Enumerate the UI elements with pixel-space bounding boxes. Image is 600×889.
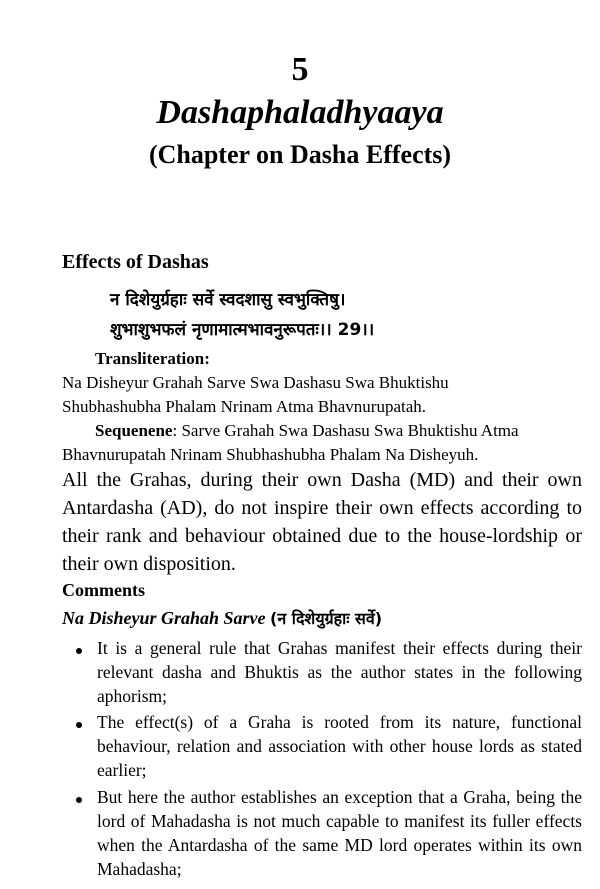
aphorism-transliteration: Na Disheyur Grahah Sarve — [62, 608, 266, 628]
chapter-subtitle: (Chapter on Dasha Effects) — [148, 140, 452, 169]
sequence-text-1: : Sarve Grahah Swa Dashasu Swa Bhuktishu Atma — [172, 421, 519, 440]
bullet-dot-1 — [76, 648, 82, 654]
transliteration-line-1: Na Disheyur Grahah Sarve Swa Dashasu Swa Bhuktishu — [62, 373, 449, 392]
sequence-label: Sequenene — [95, 421, 173, 440]
section-heading: Effects of Dashas — [62, 251, 209, 273]
verse-line-2: शुभाशुभफलं नृणामात्मभावनुरूपतः।। 29।। — [110, 320, 375, 340]
body-paragraph: All the Grahas, during their own Dasha (MD) and their own Antardasha (AD), do not inspire their own effects according to their rank and behaviour obtained due to the house-lordship or their own disposition. — [62, 469, 582, 575]
bullet-item-2: The effect(s) of a Graha is rooted from its nature, functional behaviour, relation and association with other house lords as stated earlier; — [97, 712, 582, 780]
sequence-line-1 — [95, 420, 519, 442]
bullet-item-1: It is a general rule that Grahas manifest their effects during their relevant dasha and Bhuktis as the author states in the following aphorism; — [97, 638, 582, 706]
aphorism-heading — [62, 606, 382, 631]
transliteration-line-2: Shubhashubha Phalam Nrinam Atma Bhavnurupatah. — [62, 397, 427, 416]
bullet-dot-2 — [76, 722, 82, 728]
transliteration-label: Transliteration: — [95, 349, 210, 368]
bullet-dot-3 — [76, 797, 82, 803]
verse-line-1: न दिशेयुर्ग्रहाः सर्वे स्वदशासु स्वभुक्तिषु। — [110, 290, 346, 310]
bullet-item-3: But here the author establishes an exception that a Graha, being the lord of Mahadasha is not much capable to manifest its fuller effects when the Antardasha of the same MD lord operates within its own Mahadasha; — [97, 787, 582, 879]
chapter-title: Dashaphaladhyaaya — [156, 94, 444, 131]
chapter-number: 5 — [291, 51, 309, 88]
sequence-line-2: Bhavnurupatah Nrinam Shubhashubha Phalam Na Disheyuh. — [62, 445, 479, 464]
comments-heading: Comments — [62, 580, 145, 600]
aphorism-devanagari: (न दिशेयुर्ग्रहाः सर्वे) — [270, 609, 383, 628]
